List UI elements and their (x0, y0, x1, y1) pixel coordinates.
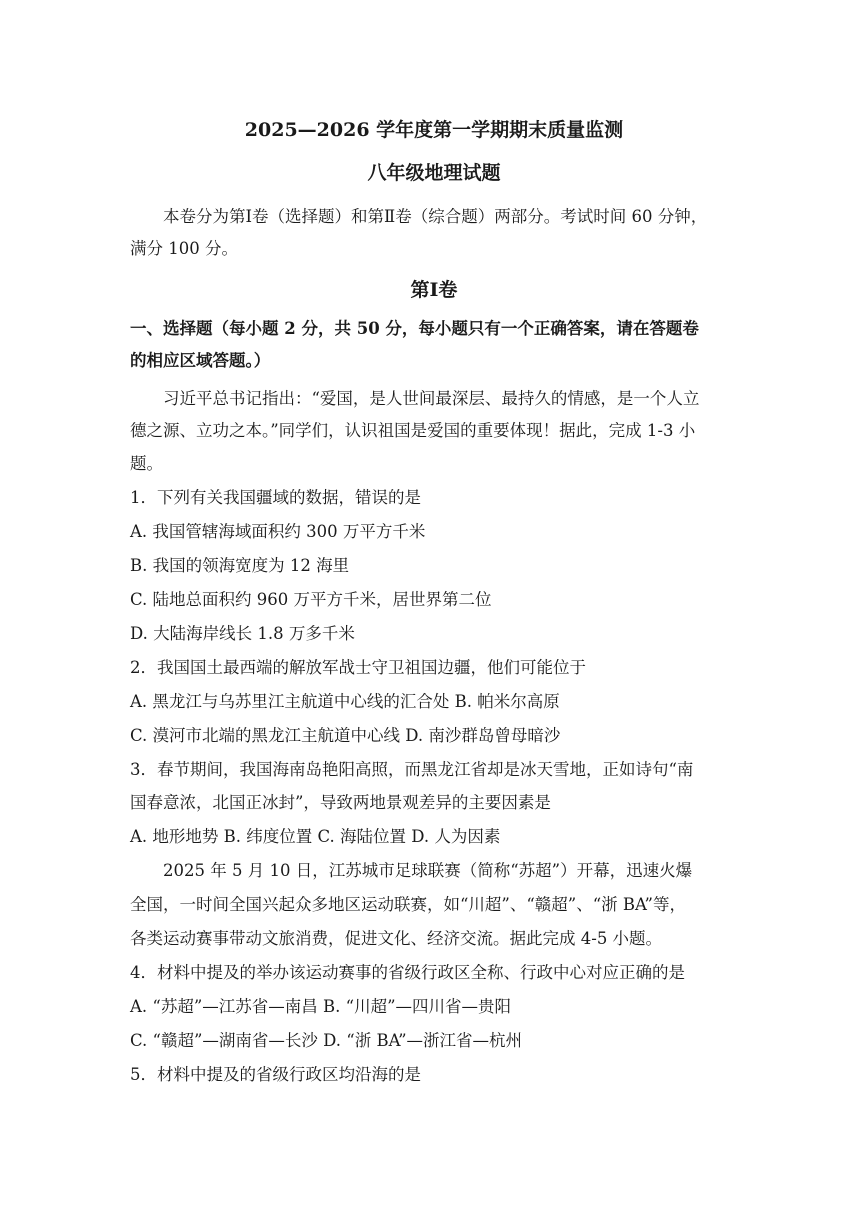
q4-stem: 4．材料中提及的举办该运动赛事的省级行政区全称、行政中心对应正确的是 (130, 963, 685, 982)
q3-stem-2: 国春意浓，北国正冰封”，导致两地景观差异的主要因素是 (130, 793, 551, 812)
q3-options: A. 地形地势 B. 纬度位置 C. 海陆位置 D. 人为因素 (130, 827, 501, 846)
passage1-line-1: 习近平总书记指出：“爱国，是人世间最深层、最持久的情感，是一个人立 (163, 389, 700, 408)
passage2-line-3: 各类运动赛事带动文旅消费，促进文化、经济交流。据此完成 4-5 小题。 (130, 929, 663, 948)
q1-option-b: B. 我国的领海宽度为 12 海里 (130, 556, 350, 575)
q2-stem: 2．我国国土最西端的解放军战士守卫祖国边疆，他们可能位于 (130, 658, 586, 677)
q4-options-cd: C. “赣超”—湖南省—长沙 D. “浙 BA”—浙江省—杭州 (130, 1031, 523, 1050)
q1-stem: 1．下列有关我国疆域的数据，错误的是 (130, 488, 421, 507)
q3-stem-1: 3．春节期间，我国海南岛艳阳高照，而黑龙江省却是冰天雪地，正如诗句“南 (130, 760, 694, 779)
q2-options-cd: C. 漠河市北端的黑龙江主航道中心线 D. 南沙群岛曾母暗沙 (130, 726, 561, 745)
q2-options-ab: A. 黑龙江与乌苏里江主航道中心线的汇合处 B. 帕米尔高原 (130, 692, 560, 711)
q4-options-ab: A. “苏超”—江苏省—南昌 B. “川超”—四川省—贵阳 (130, 997, 512, 1016)
exam-title: 2025—2026 学年度第一学期期末质量监测 (244, 119, 624, 141)
section-instruction-1: 一、选择题（每小题 2 分，共 50 分，每小题只有一个正确答案，请在答题卷 (130, 319, 699, 338)
q5-stem: 5．材料中提及的省级行政区均沿海的是 (130, 1065, 421, 1084)
passage2-line-1: 2025 年 5 月 10 日，江苏城市足球联赛（简称“苏超”）开幕，迅速火爆 (163, 861, 693, 880)
section-heading: 第Ⅰ卷 (410, 279, 458, 301)
q1-option-c: C. 陆地总面积约 960 万平方千米，居世界第二位 (130, 590, 492, 609)
exam-subtitle: 八年级地理试题 (367, 162, 501, 184)
intro-line-2: 满分 100 分。 (130, 239, 238, 258)
passage2-line-2: 全国，一时间全国兴起众多地区运动联赛，如“川超”、“赣超”、“浙 BA”等， (130, 895, 686, 914)
intro-line-1: 本卷分为第Ⅰ卷（选择题）和第Ⅱ卷（综合题）两部分。考试时间 60 分钟， (163, 207, 708, 226)
passage1-line-3: 题。 (130, 454, 163, 473)
section-instruction-2: 的相应区域答题。） (130, 351, 271, 370)
q1-option-d: D. 大陆海岸线长 1.8 万多千米 (130, 624, 355, 643)
passage1-line-2: 德之源、立功之本。”同学们，认识祖国是爱国的重要体现！据此，完成 1-3 小 (130, 421, 696, 440)
q1-option-a: A. 我国管辖海域面积约 300 万平方千米 (130, 522, 426, 541)
